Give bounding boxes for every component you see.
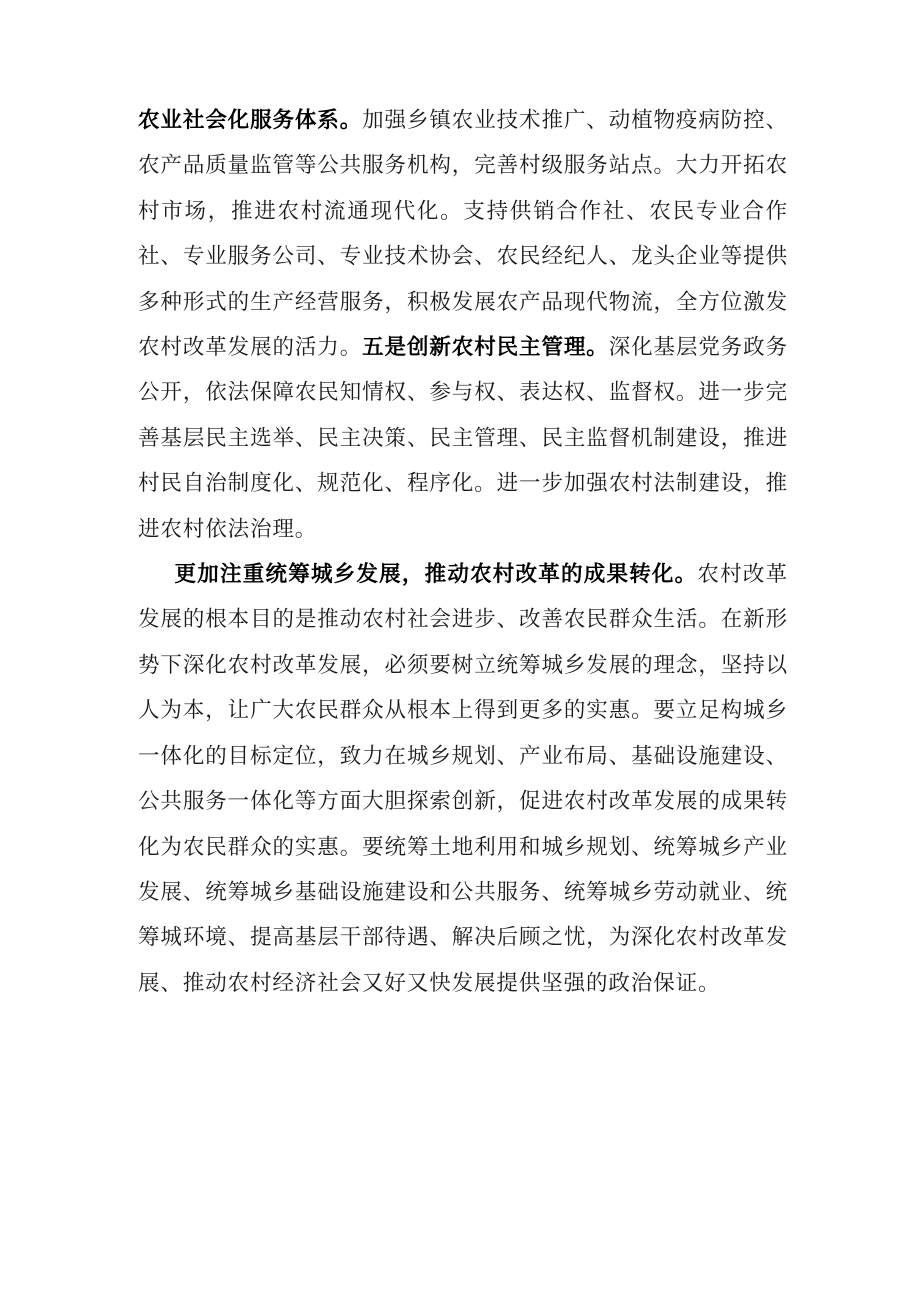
- paragraph-1: [138, 98, 788, 552]
- paragraph-1-lead-bold: 农业社会化服务体系。: [138, 108, 363, 133]
- paragraph-1-text-2: 深化基层党务政务公开，依法保障农民知情权、参与权、表达权、监督权。进一步完善基层民主选举、民主决策、民主管理、民主监督机制建设，推进村民自治制度化、规范化、程序化。进一步加强农村法制建设，推进农村依法治理。: [138, 335, 788, 542]
- body-text: [138, 98, 788, 1006]
- paragraph-1-text-1: 加强乡镇农业技术推广、动植物疫病防控、农产品质量监管等公共服务机构，完善村级服务站点。大力开拓农村市场，推进农村流通现代化。支持供销合作社、农民专业合作社、专业服务公司、专业技术协会、农民经纪人、龙头企业等提供多种形式的生产经营服务，积极发展农产品现代物流，全方位激发农村改革发展的活力。: [138, 108, 788, 361]
- paragraph-2-heading: 更加注重统筹城乡发展，推动农村改革的成果转化。: [174, 562, 698, 588]
- section-five-heading: 五是创新农村民主管理。: [362, 335, 609, 361]
- paragraph-2-text: 农村改革发展的根本目的是推动农村社会进步、改善农民群众生活。在新形势下深化农村改革发展，必须要树立统筹城乡发展的理念，坚持以人为本，让广大农民群众从根本上得到更多的实惠。要立足构城乡一体化的目标定位，致力在城乡规划、产业布局、基础设施建设、公共服务一体化等方面大胆探索创新，促进农村改革发展的成果转化为农民群众的实惠。要统筹土地利用和城乡规划、统筹城乡产业发展、统筹城乡基础设施建设和公共服务、统筹城乡劳动就业、统筹城环境、提高基层干部待遇、解决后顾之忧，为深化农村改革发展、推动农村经济社会又好又快发展提供坚强的政治保证。: [138, 562, 789, 996]
- paragraph-2: [138, 552, 788, 1006]
